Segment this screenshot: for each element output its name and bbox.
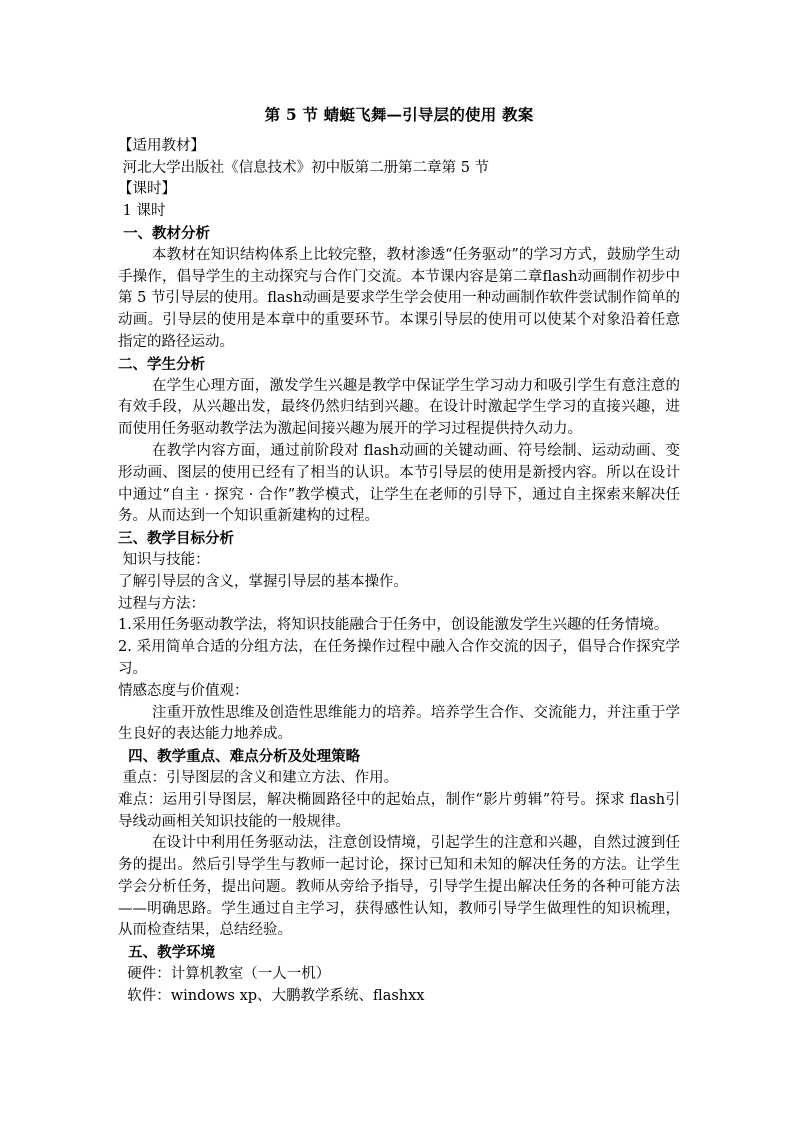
section-heading: 四、教学重点、难点分析及处理策略	[118, 748, 361, 766]
paragraph: 情感态度与价值观：	[118, 682, 249, 699]
paragraph: 难点：运用引导图层，解决椭圆路径中的起始点，制作“影片剪辑”符号。探求 flash引导线动画相关知识技能的一般规律。	[118, 791, 680, 830]
paragraph: 1 课时	[118, 203, 166, 220]
paragraph: 【适用教材】	[118, 137, 205, 154]
paragraph: 知识与技能：	[118, 551, 210, 568]
paragraph: 本教材在知识结构体系上比较完整，教材渗透“任务驱动”的学习方式，鼓励学生动手操作，倡导学生的主动探究与合作门交流。本节课内容是第二章flash动画制作初步中第 5 节引导层的使用。flash动画是要求学生学会使用一种动画制作软件尝试制作简单的动画。引导层的使用是本章中的重要环节。本课引导层的使用可以使某个对象沿着任意指定的路径运动。	[118, 246, 680, 350]
paragraph: 河北大学出版社《信息技术》初中版第二册第二章第 5 节	[118, 159, 490, 176]
document-body	[118, 104, 680, 1008]
section-heading: 一、教材分析	[118, 224, 211, 242]
section-heading: 二、学生分析	[118, 355, 205, 373]
paragraph: 在教学内容方面，通过前阶段对 flash动画的关键动画、符号绘制、运动动画、变形动画、图层的使用已经有了相当的认识。本节引导层的使用是新授内容。所以在设计中通过“自主 · 探究 · 合作”教学模式，让学生在老师的引导下，通过自主探索来解决任务。从而达到一个知识重新建构的过程。	[118, 442, 680, 525]
paragraph: 软件：windows xp、大鹏教学系统、flashxx	[118, 987, 425, 1004]
paragraph: 了解引导层的含义，掌握引导层的基本操作。	[118, 573, 408, 590]
paragraph: 1.采用任务驱动教学法，将知识技能融合于任务中，创设能激发学生兴趣的任务情境。	[118, 617, 669, 634]
section-heading: 三、教学目标分析	[118, 530, 234, 548]
page-title: 第 5 节 蜻蜓飞舞—引导层的使用 教案	[264, 105, 534, 124]
paragraph: 【课时】	[118, 181, 176, 198]
paragraph: 硬件：计算机教室（一人一机）	[118, 966, 331, 983]
paragraph: 在学生心理方面，激发学生兴趣是教学中保证学生学习动力和吸引学生有意注意的有效手段，从兴趣出发，最终仍然归结到兴趣。在设计时激起学生学习的直接兴趣，进而使用任务驱动教学法为激起间接兴趣为展开的学习过程提供持久动力。	[118, 377, 680, 438]
paragraph: 注重开放性思维及创造性思维能力的培养。培养学生合作、交流能力，并注重于学生良好的表达能力地养成。	[118, 704, 680, 743]
paragraph: 在设计中利用任务驱动法，注意创设情境，引起学生的注意和兴趣，自然过渡到任务的提出。然后引导学生与教师一起讨论，探讨已知和未知的解决任务的方法。让学生学会分析任务，提出问题。教师从旁给予指导，引导学生提出解决任务的各种可能方法——明确思路。学生通过自主学习，获得感性认知，教师引导学生做理性的知识梳理，从而检查结果，总结经验。	[118, 835, 680, 939]
document-lines	[118, 136, 680, 1008]
paragraph: 过程与方法：	[118, 595, 205, 612]
section-heading: 五、教学环境	[118, 944, 216, 962]
paragraph: 2. 采用简单合适的分组方法，在任务操作过程中融入合作交流的因子，倡导合作探究学习。	[118, 639, 680, 677]
paragraph: 重点：引导图层的含义和建立方法、作用。	[118, 769, 399, 786]
